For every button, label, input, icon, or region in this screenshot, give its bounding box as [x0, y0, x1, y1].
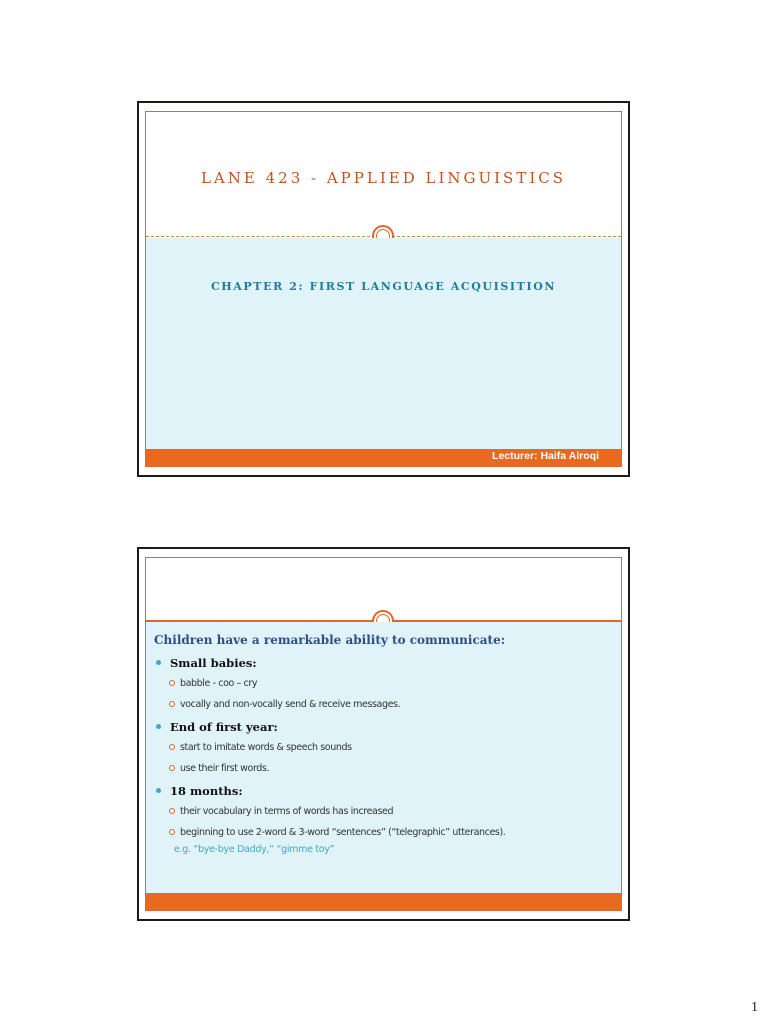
bullet-group-18-months	[154, 784, 613, 798]
sub-bullet-text: vocally and non-vocally send & receive messages.	[180, 699, 401, 710]
slide-2-frame	[145, 557, 622, 911]
sub-bullet-text: babble - coo – cry	[180, 678, 258, 689]
sub-bullet-text: their vocabulary in terms of words has increased	[180, 806, 394, 817]
bullet-dot-icon	[156, 788, 161, 793]
bullet-dot-icon	[156, 660, 161, 665]
sub-bullet-text: beginning to use 2-word & 3-word “sentences” (“telegraphic” utterances).	[180, 827, 506, 838]
sub-bullet-text: start to imitate words & speech sounds	[180, 742, 352, 753]
title-area	[146, 112, 621, 236]
ring-bullet-icon	[169, 765, 175, 771]
footer-bar	[146, 893, 621, 910]
slide-title: LANE 423 - APPLIED LINGUISTICS	[200, 169, 567, 187]
bullet-group-small-babies	[154, 656, 613, 670]
ring-bullet-icon	[169, 744, 175, 750]
lecturer-label: Lecturer: Haifa Alroqi	[492, 450, 599, 462]
sub-bullet	[154, 806, 613, 817]
ring-bullet-icon	[169, 808, 175, 814]
slide-2	[137, 547, 630, 921]
bullet-label: Small babies:	[170, 656, 257, 670]
bullet-label: End of first year:	[170, 720, 278, 734]
content-heading: Children have a remarkable ability to communicate:	[154, 633, 506, 647]
sub-bullet-text: use their first words.	[180, 763, 270, 774]
footer-bar	[146, 449, 621, 466]
slide-1	[137, 101, 630, 477]
bullet-group-end-of-first-year	[154, 720, 613, 734]
example-text: e.g. “bye-bye Daddy,” “gimme toy”	[174, 844, 335, 855]
sub-bullet	[154, 699, 613, 710]
bullet-dot-icon	[156, 724, 161, 729]
sub-bullet	[154, 827, 613, 838]
page-number: 1	[751, 1000, 758, 1015]
slide-2-content	[154, 633, 613, 855]
sub-bullet	[154, 678, 613, 689]
slide-subtitle: CHAPTER 2: FIRST LANGUAGE ACQUISITION	[210, 280, 557, 293]
ring-bullet-icon	[169, 680, 175, 686]
subtitle-area	[146, 238, 621, 449]
bullet-label: 18 months:	[170, 784, 243, 798]
sub-bullet	[154, 763, 613, 774]
sub-bullet	[154, 742, 613, 753]
ring-bullet-icon	[169, 701, 175, 707]
ring-bullet-icon	[169, 829, 175, 835]
slide-1-frame	[145, 111, 622, 467]
